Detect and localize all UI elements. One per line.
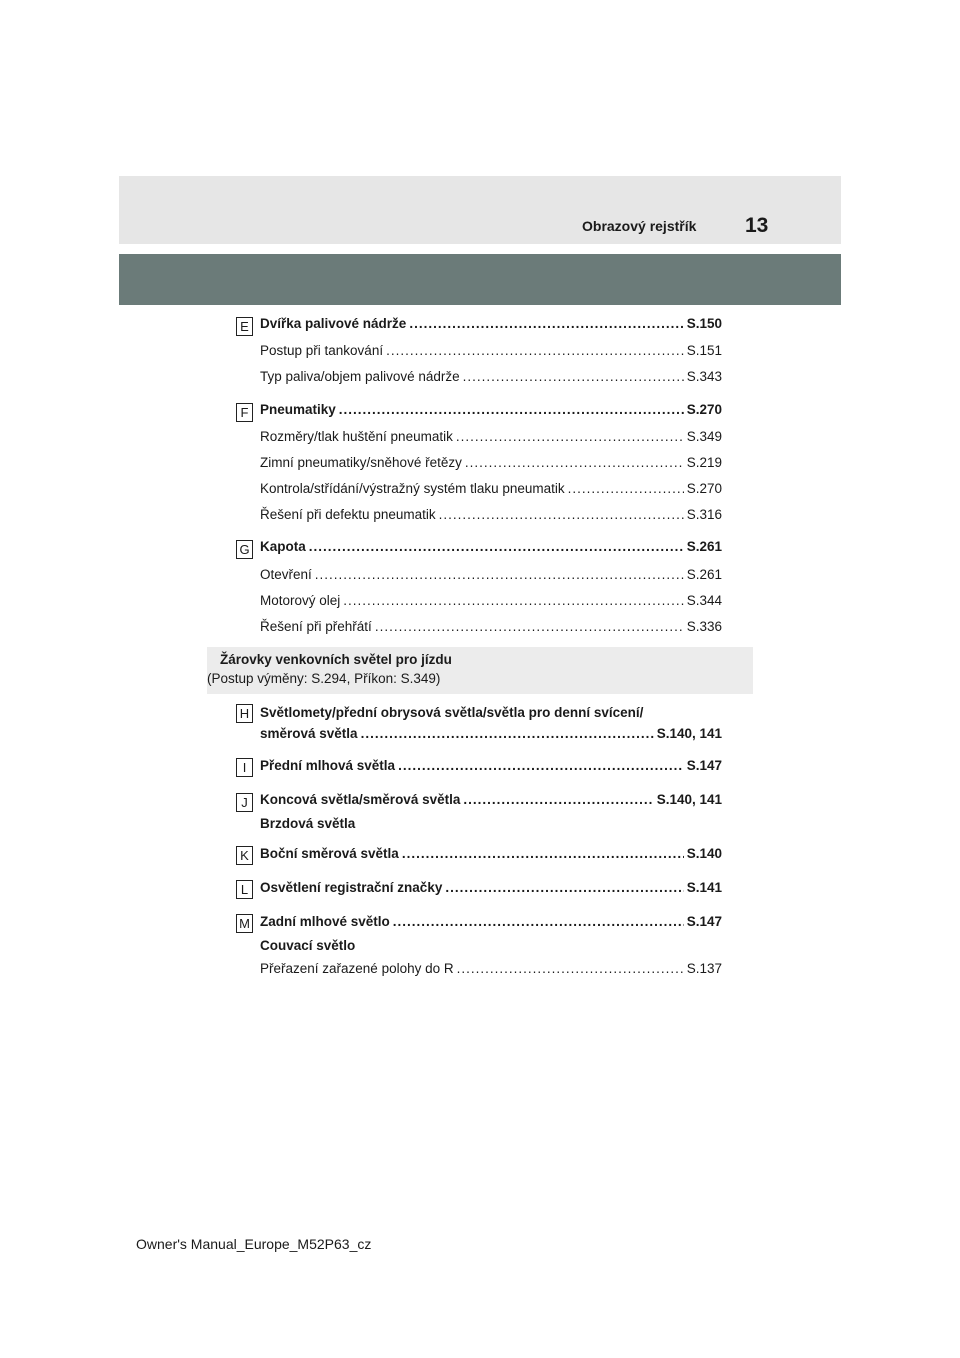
entry-label: Motorový olej <box>260 593 341 608</box>
entry-page: S.140 <box>686 846 722 861</box>
dot-leader <box>375 619 684 634</box>
dot-leader <box>465 455 684 470</box>
entry-page: S.147 <box>686 758 722 773</box>
entry-label: Kapota <box>260 539 306 554</box>
letter-box-k: K <box>236 846 253 865</box>
entry-page: S.261 <box>686 539 722 554</box>
entry-label: Přeřazení zařazené polohy do R <box>260 961 454 976</box>
letter-box-i: I <box>236 758 253 777</box>
index-entry[interactable] <box>260 846 722 868</box>
dot-leader <box>439 507 684 522</box>
entry-label: Koncová světla/směrová světla <box>260 792 461 807</box>
dot-leader <box>409 316 683 331</box>
index-entry[interactable] <box>260 961 722 983</box>
entry-page: S.141 <box>686 880 722 895</box>
entry-label: Zadní mlhové světlo <box>260 914 390 929</box>
illustration-band <box>119 254 841 305</box>
entry-page: S.349 <box>686 429 722 444</box>
entry-page: S.150 <box>686 316 722 331</box>
letter-box-g: G <box>236 540 253 559</box>
dot-leader <box>393 914 684 929</box>
entry-label: Postup při tankování <box>260 343 384 358</box>
entry-label: Boční směrová světla <box>260 846 399 861</box>
entry-label: Kontrola/střídání/výstražný systém tlaku pneumatik <box>260 481 565 496</box>
entry-label: Přední mlhová světla <box>260 758 396 773</box>
dot-leader <box>463 792 653 807</box>
letter-box-j: J <box>236 793 253 812</box>
dot-leader <box>456 429 684 444</box>
index-entry[interactable] <box>260 758 722 780</box>
entry-label: Rozměry/tlak huštění pneumatik <box>260 429 453 444</box>
entry-page: S.140, 141 <box>656 726 722 741</box>
dot-leader <box>463 369 684 384</box>
entry-page: S.344 <box>686 593 722 608</box>
dot-leader <box>445 880 683 895</box>
dot-leader <box>568 481 684 496</box>
index-entry[interactable] <box>260 593 722 615</box>
entry-page: S.219 <box>686 455 722 470</box>
entry-label: Zimní pneumatiky/sněhové řetězy <box>260 455 462 470</box>
section-title: Žárovky venkovních světel pro jízdu <box>220 652 452 667</box>
page-number: 13 <box>745 214 769 237</box>
letter-box-l: L <box>236 880 253 899</box>
dot-leader <box>339 402 684 417</box>
entry-label: Dvířka palivové nádrže <box>260 316 407 331</box>
entry-page: S.261 <box>686 567 722 582</box>
index-entry[interactable] <box>260 619 722 641</box>
entry-label: Typ paliva/objem palivové nádrže <box>260 369 460 384</box>
index-entry[interactable] <box>260 343 722 365</box>
entry-label-extra: Couvací světlo <box>260 938 356 953</box>
section-subtitle: (Postup výměny: S.294, Příkon: S.349) <box>207 671 441 686</box>
dot-leader <box>398 758 684 773</box>
index-entry[interactable] <box>260 792 722 814</box>
index-entry[interactable] <box>260 481 722 503</box>
index-entry[interactable] <box>260 880 722 902</box>
letter-box-e: E <box>236 317 253 336</box>
entry-label: Řešení při defektu pneumatik <box>260 507 436 522</box>
letter-box-m: M <box>236 914 253 933</box>
entry-page: S.137 <box>686 961 722 976</box>
index-entry[interactable] <box>260 507 722 529</box>
header-band <box>119 176 841 244</box>
letter-box-f: F <box>236 403 253 422</box>
dot-leader <box>343 593 683 608</box>
dot-leader <box>402 846 684 861</box>
index-entry[interactable] <box>260 567 722 589</box>
index-entry[interactable] <box>260 726 722 748</box>
entry-page: S.140, 141 <box>656 792 722 807</box>
entry-page: S.147 <box>686 914 722 929</box>
index-entry[interactable] <box>260 369 722 391</box>
entry-label: Osvětlení registrační značky <box>260 880 443 895</box>
page-title: Obrazový rejstřík <box>582 218 697 234</box>
index-entry[interactable] <box>260 539 722 561</box>
entry-label: Otevření <box>260 567 312 582</box>
dot-leader <box>361 726 654 741</box>
dot-leader <box>457 961 684 976</box>
index-entry[interactable] <box>260 402 722 424</box>
entry-label-first-line: Světlomety/přední obrysová světla/světla pro denní svícení/ <box>260 705 644 720</box>
entry-page: S.316 <box>686 507 722 522</box>
entry-label: směrová světla <box>260 726 358 741</box>
entry-page: S.270 <box>686 402 722 417</box>
dot-leader <box>315 567 684 582</box>
footer-text: Owner's Manual_Europe_M52P63_cz <box>136 1236 372 1252</box>
entry-page: S.343 <box>686 369 722 384</box>
letter-box-h: H <box>236 704 253 723</box>
entry-label: Pneumatiky <box>260 402 336 417</box>
index-entry[interactable] <box>260 914 722 936</box>
entry-page: S.336 <box>686 619 722 634</box>
entry-label: Řešení při přehřátí <box>260 619 372 634</box>
dot-leader <box>309 539 684 554</box>
index-entry[interactable] <box>260 455 722 477</box>
entry-page: S.270 <box>686 481 722 496</box>
index-entry[interactable] <box>260 316 722 338</box>
index-entry[interactable] <box>260 429 722 451</box>
dot-leader <box>386 343 684 358</box>
entry-page: S.151 <box>686 343 722 358</box>
entry-label-extra: Brzdová světla <box>260 816 356 831</box>
